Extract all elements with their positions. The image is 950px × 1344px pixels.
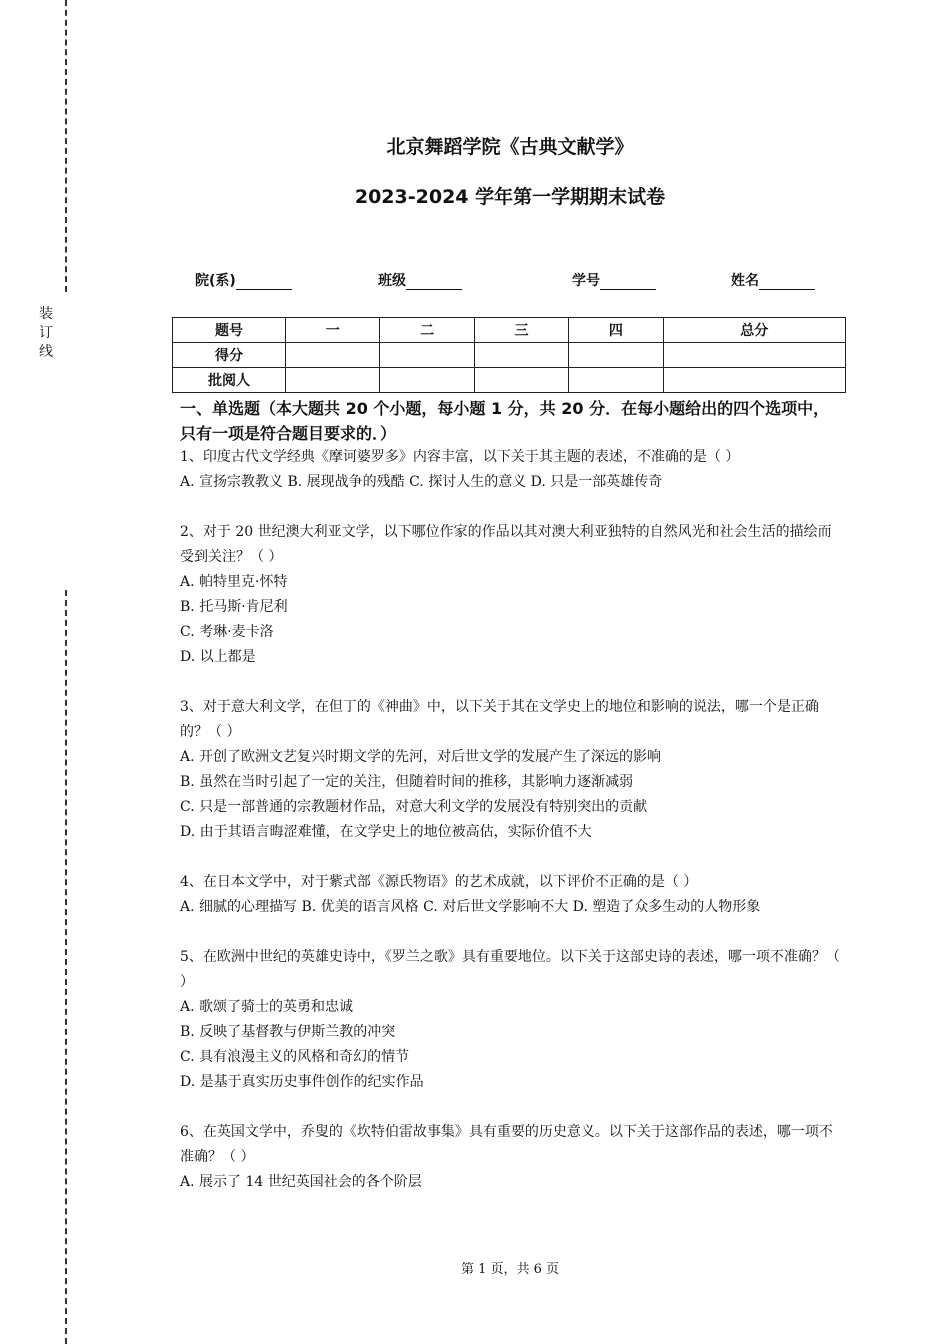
- question: [180, 870, 842, 920]
- question: [180, 445, 842, 495]
- question: [180, 695, 842, 845]
- header-cell: 二: [380, 318, 474, 343]
- student-id-label: 学号: [572, 273, 600, 289]
- reviewer-row: [173, 368, 846, 393]
- exam-subtitle: 2023-2024 学年第一学期期末试卷: [354, 186, 666, 208]
- binding-dashed-line-bottom: [65, 590, 67, 1344]
- student-id-field[interactable]: [572, 270, 656, 290]
- class-blank[interactable]: [406, 275, 462, 290]
- question-option: A. 细腻的心理描写 B. 优美的语言风格 C. 对后世文学影响不大 D. 塑造了众多生动的人物形象: [180, 899, 761, 915]
- department-blank[interactable]: [236, 275, 292, 290]
- binding-label: [37, 305, 55, 362]
- question-stem: 3、对于意大利文学，在但丁的《神曲》中，以下关于其在文学史上的地位和影响的说法，哪一个是正确的？（ ）: [180, 699, 819, 740]
- name-field[interactable]: [731, 270, 815, 290]
- page-number: 第 1 页，共 6 页: [460, 1262, 560, 1277]
- name-label: 姓名: [731, 273, 759, 289]
- class-label: 班级: [378, 273, 406, 289]
- name-blank[interactable]: [759, 275, 815, 290]
- question-option: B. 虽然在当时引起了一定的关注，但随着时间的推移，其影响力逐渐减弱: [180, 774, 634, 790]
- question-stem: 6、在英国文学中，乔叟的《坎特伯雷故事集》具有重要的历史意义。以下关于这部作品的表述，哪一项不准确？（ ）: [180, 1124, 833, 1165]
- question-list: [180, 445, 842, 1195]
- question-option: B. 反映了基督教与伊斯兰教的冲突: [180, 1024, 396, 1040]
- question-stem: 1、印度古代文学经典《摩诃婆罗多》内容丰富，以下关于其主题的表述，不准确的是（ ）: [180, 449, 740, 465]
- row-label: 批阅人: [173, 368, 286, 393]
- header-cell: 三: [474, 318, 568, 343]
- question-option: D. 以上都是: [180, 649, 256, 665]
- reviewer-cell[interactable]: [663, 368, 846, 393]
- question-option: A. 开创了欧洲文艺复兴时期文学的先河，对后世文学的发展产生了深远的影响: [180, 749, 662, 765]
- question-stem: 4、在日本文学中，对于紫式部《源氏物语》的艺术成就，以下评价不正确的是（ ）: [180, 874, 698, 890]
- reviewer-cell[interactable]: [286, 368, 380, 393]
- question-stem: 2、对于 20 世纪澳大利亚文学，以下哪位作家的作品以其对澳大利亚独特的自然风光和社会生活的描绘而受到关注？（ ）: [180, 524, 832, 565]
- score-cell[interactable]: [286, 343, 380, 368]
- class-field[interactable]: [378, 270, 462, 290]
- score-table-header-row: [173, 318, 846, 343]
- question-option: A. 展示了 14 世纪英国社会的各个阶层: [180, 1174, 422, 1190]
- score-cell[interactable]: [663, 343, 846, 368]
- header-cell: 总分: [663, 318, 846, 343]
- question-option: A. 帕特里克·怀特: [180, 574, 288, 590]
- score-table: [172, 317, 846, 393]
- score-row: [173, 343, 846, 368]
- exam-title: 北京舞蹈学院《古典文献学》: [386, 136, 634, 158]
- question-option: D. 由于其语言晦涩难懂，在文学史上的地位被高估，实际价值不大: [180, 824, 592, 840]
- section-title: 一、单选题（本大题共 20 个小题，每小题 1 分，共 20 分．在每小题给出的四个选项中，只有一项是符合题目要求的．）: [180, 399, 830, 443]
- reviewer-cell[interactable]: [569, 368, 663, 393]
- binding-char: 装: [39, 306, 53, 322]
- score-cell[interactable]: [474, 343, 568, 368]
- question: [180, 945, 842, 1095]
- binding-char: 订: [39, 325, 53, 341]
- reviewer-cell[interactable]: [380, 368, 474, 393]
- question-option: C. 考琳·麦卡洛: [180, 624, 274, 640]
- score-cell[interactable]: [380, 343, 474, 368]
- question-option: D. 是基于真实历史事件创作的纪实作品: [180, 1074, 424, 1090]
- department-field[interactable]: [195, 270, 292, 290]
- question-option: C. 具有浪漫主义的风格和奇幻的情节: [180, 1049, 410, 1065]
- header-cell: 四: [569, 318, 663, 343]
- question: [180, 520, 842, 670]
- department-label: 院(系): [195, 273, 236, 289]
- reviewer-cell[interactable]: [474, 368, 568, 393]
- header-cell: 一: [286, 318, 380, 343]
- question-option: A. 歌颂了骑士的英勇和忠诚: [180, 999, 354, 1015]
- header-cell: 题号: [173, 318, 286, 343]
- score-cell[interactable]: [569, 343, 663, 368]
- row-label: 得分: [173, 343, 286, 368]
- question-stem: 5、在欧洲中世纪的英雄史诗中，《罗兰之歌》具有重要地位。以下关于这部史诗的表述，哪一项不准确？（ ）: [180, 949, 840, 990]
- question: [180, 1120, 842, 1195]
- question-option: B. 托马斯·肯尼利: [180, 599, 288, 615]
- question-option: C. 只是一部普通的宗教题材作品，对意大利文学的发展没有特别突出的贡献: [180, 799, 648, 815]
- question-option: A. 宣扬宗教教义 B. 展现战争的残酷 C. 探讨人生的意义 D. 只是一部英雄传奇: [180, 474, 663, 490]
- student-id-blank[interactable]: [600, 275, 656, 290]
- binding-char: 线: [39, 344, 53, 360]
